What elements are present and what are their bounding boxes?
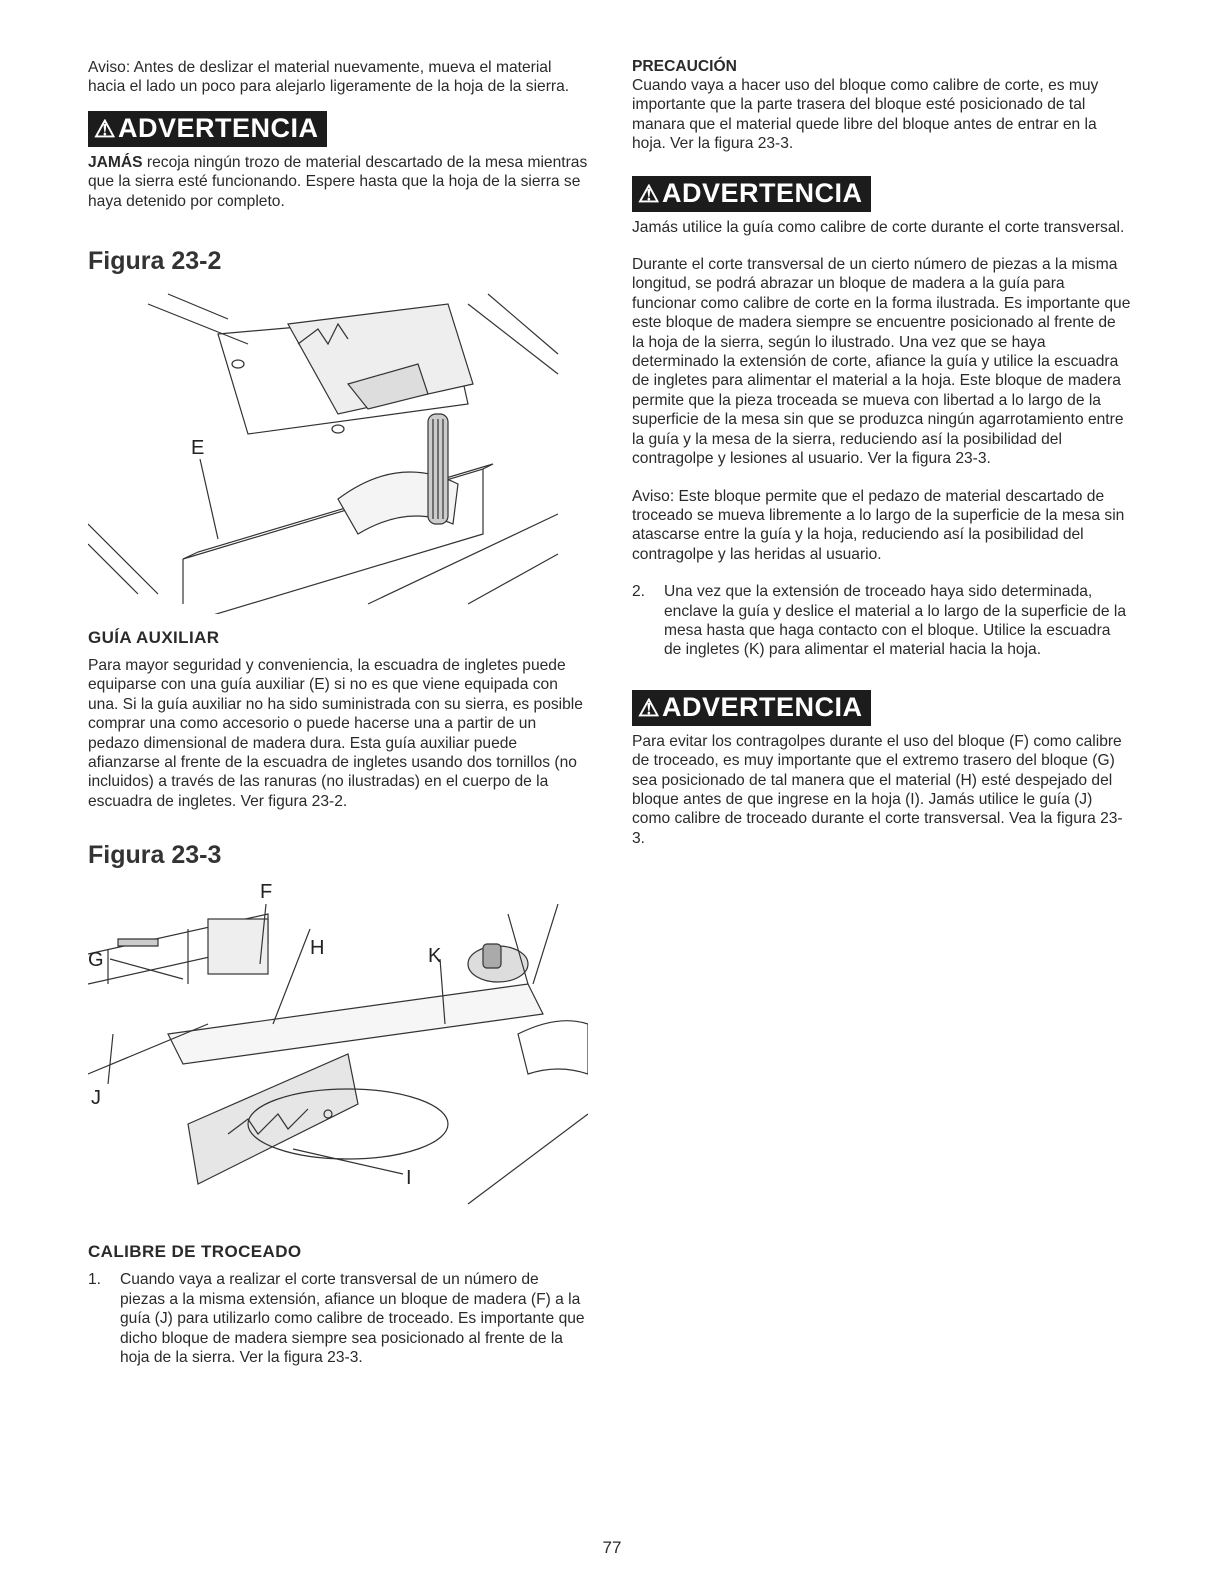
notice-text: Aviso: Antes de deslizar el material nuevamente, mueva el material hacia el lado un poco para alejarlo ligeramente de la hoja de la sierra.: [88, 59, 570, 96]
caution-heading: PRECAUCIÓN: [632, 58, 737, 75]
warning-banner-1: [88, 111, 588, 147]
figure-label-g: G: [88, 949, 104, 972]
figure-label-k: K: [428, 945, 442, 968]
warning-text-1: JAMÁS recoja ningún trozo de material descartado de la mesa mientras que la sierra esté funcionando. Espere hasta que la hoja de la sierra se haya detenido por completo.: [88, 153, 588, 210]
warning-label: ADVERTENCIA: [662, 691, 863, 722]
figure-23-3-title: Figura 23-3: [88, 841, 222, 870]
guide-heading: GUÍA AUXILIAR: [88, 628, 220, 648]
crosscut-paragraph: Durante el corte transversal de un cierto número de piezas a la misma longitud, se podrá abrazar un bloque de madera a la guía para funcionar como calibre de corte en la forma ilustrada. Es importante que este bloque de madera siempre se encuentre posicionado al frente de la hoja de la sierra, según lo ilustrado. Una vez que se haya determinado la extensión de corte, afiance la guía y utilice la escuadra de ingletes para alimentar el material a la hoja. Este bloque de madera permite que la pieza troceada se mueva con libertad a lo largo de la superficie de la mesa sin que se produzca ningún agarrotamiento entre la guía y la mesa de la sierra, reduciendo así la posibilidad del contragolpe y lesiones al usuario. Ver la figura 23-3.: [632, 256, 1131, 468]
figure-label-j: J: [91, 1087, 101, 1110]
warning-banner-3: [632, 690, 1132, 726]
figure-label-f: F: [260, 881, 273, 904]
warning-text-2: Jamás utilice la guía como calibre de corte durante el corte transversal.: [632, 218, 1125, 236]
list-item-2: 2. Una vez que la extensión de troceado haya sido determinada, enclave la guía y deslice el material a lo largo de la superficie de la mesa hasta que haga contacto con el bloque. Utilice la escuadra de ingletes (K) para alimentar el material hacia la hoja.: [632, 583, 1127, 659]
gauge-heading: CALIBRE DE TROCEADO: [88, 1242, 302, 1262]
warning-text-3: Para evitar los contragolpes durante el uso del bloque (F) como calibre de troceado, es muy importante que el extremo trasero del bloque (G) sea posicionado de tal manera que el material (H) esté despejado del bloque antes de que ingrese en la hoja (I). Jamás utilice le guía (J) como calibre de troceado durante el corte transversal. Vea la figura 23-3.: [632, 732, 1123, 847]
warning-triangle-icon: ⚠: [638, 694, 661, 722]
warning-banner-2: [632, 176, 1132, 212]
right-column: [632, 58, 1132, 848]
page-number: 77: [602, 1538, 622, 1557]
guide-text: Para mayor seguridad y conveniencia, la escuadra de ingletes puede equiparse con una guía auxiliar (E) si no es que viene equipada con una. Si la guía auxiliar no ha sido suministrada con su sierra, es posible comprar una como accesorio o puede hacerse una a partir de un pedazo dimensional de madera dura. Esta guía auxiliar puede afianzarse al frente de la escuadra de ingletes usando dos tornillos (no incluidos) a través de las ranuras (no ilustradas) en el cuerpo de la escuadra de ingletes. Ver figura 23-2.: [88, 657, 583, 810]
figure-23-3-illustration: [88, 874, 588, 1214]
notice-paragraph: Aviso: Este bloque permite que el pedazo de material descartado de troceado se mueva libremente a lo largo de la superficie de la mesa sin atascarse entre la guía y la hoja, reduciendo así la posibilidad del contragolpe y las heridas al usuario.: [632, 487, 1125, 563]
warning-triangle-icon: ⚠: [638, 180, 661, 208]
figure-label-i: I: [406, 1167, 412, 1190]
figure-label-h: H: [310, 937, 325, 960]
warning-label: ADVERTENCIA: [118, 112, 319, 143]
figure-23-2-title: Figura 23-2: [88, 247, 222, 276]
caution-text: Cuando vaya a hacer uso del bloque como calibre de corte, es muy importante que la parte trasera del bloque esté posicionado de tal manara que el material quede libre del bloque antes de entrar en la hoja. Ver la figura 23-3.: [632, 77, 1099, 153]
warning-triangle-icon: ⚠: [94, 115, 117, 143]
figure-23-2-illustration: [88, 284, 588, 614]
list-item-1: 1. Cuando vaya a realizar el corte transversal de un número de piezas a la misma extensión, afiance un bloque de madera (F) a la guía (J) para utilizarlo como calibre de troceado. Es importante que dicho bloque de madera siempre sea posicionado al frente de la hoja de la sierra. Ver la figura 23-3.: [88, 1271, 585, 1366]
left-column: [88, 58, 588, 1367]
figure-label-e: E: [191, 437, 205, 460]
warning-label: ADVERTENCIA: [662, 177, 863, 208]
